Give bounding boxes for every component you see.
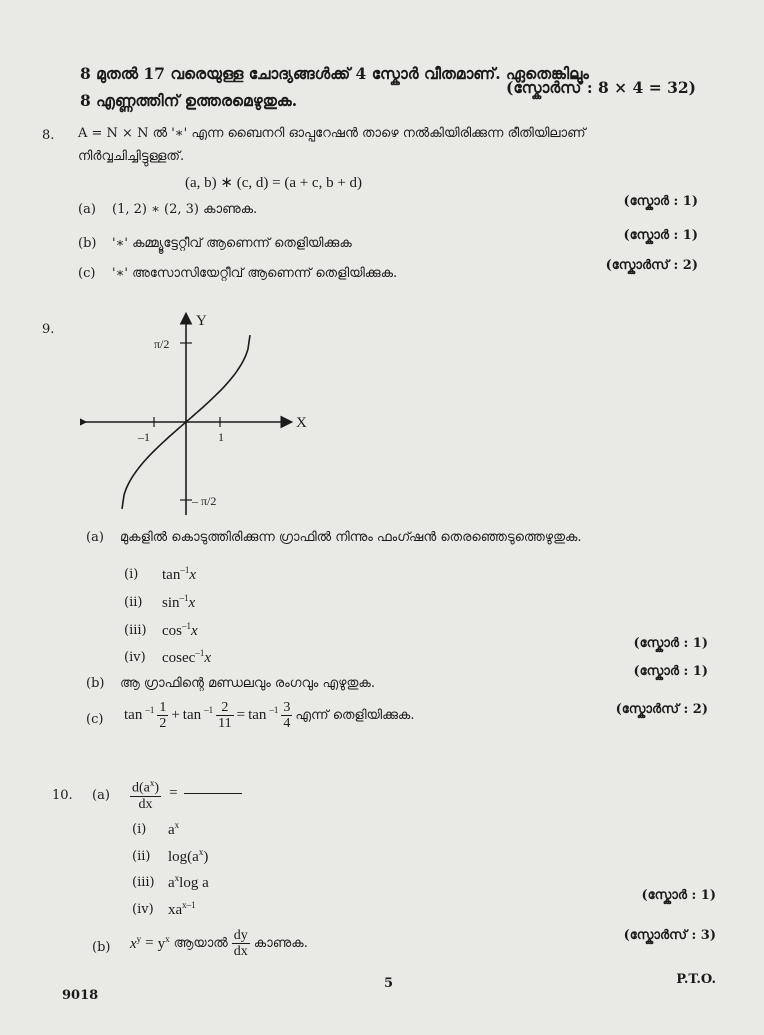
question-9b-score: (സ്കോർ : 1): [633, 664, 708, 679]
y-axis-label: Y: [196, 313, 207, 329]
question-10a-option-iv-label: (iv): [132, 902, 154, 917]
question-9a-option-ii-label: (ii): [124, 595, 143, 610]
question-10a-derivative: $\frac{d(a^x)}{dx}$ =: [130, 776, 242, 812]
fraction-3-4: $\frac{3}{4}$: [283, 700, 291, 731]
question-9a-option-iv: cosec$^{-1}$x: [162, 648, 211, 666]
question-8a-label: (a): [78, 202, 96, 217]
page-turn-over: P.T.O.: [676, 972, 716, 987]
question-8-formula: (a, b) ∗ (c, d) = (a + c, b + d): [185, 175, 363, 191]
question-8-stem-line-1: A = N × N ൽ '∗' എന്ന ബൈനറി ഓപ്പറേഷൻ താഴെ നൽകിയിരിക്കുന്ന രീതിയിലാണ്: [78, 126, 586, 141]
question-9a-score: (സ്കോർ : 1): [633, 636, 708, 651]
question-10a-option-iv: $xa^{x-1}$: [168, 900, 196, 918]
question-9a-text: മുകളിൽ കൊടുത്തിരിക്കുന്ന ഗ്രാഫിൽ നിന്നും ഫംഗ്ഷൻ തെരഞ്ഞെടുത്തെഴുതുക.: [120, 530, 582, 545]
question-9c-equation: tan $^{-1}$ $\frac{1}{2}$ + tan $^{-1}$ $\frac{2}{11}$ = tan $^{-1}$ $\frac{3}{4}$ എന്ന് തെളിയിക്കുക.: [124, 700, 415, 731]
paper-code: 9018: [62, 988, 99, 1003]
question-9a-option-ii: $\sin^{-1}x$: [162, 593, 196, 611]
question-9a-label: (a): [86, 530, 104, 545]
x-axis-label: X: [296, 415, 307, 431]
question-10a-label: (a): [92, 788, 110, 803]
question-10a-option-ii-label: (ii): [132, 849, 151, 864]
instruction-scores: (സ്കോർസ് : 8 × 4 = 32): [505, 78, 696, 97]
question-8a-score: (സ്കോർ : 1): [623, 194, 698, 209]
question-9b-label: (b): [86, 676, 105, 691]
x-tick-label-right: 1: [218, 430, 224, 444]
inverse-sine-graph: [80, 305, 320, 525]
question-10b-equation: $x^y$ = $y^x$ ആയാൽ $\frac{dy}{dx}$ കാണുക.: [130, 928, 308, 959]
question-8b-score: (സ്കോർ : 1): [623, 228, 698, 243]
page-number: 5: [384, 976, 394, 991]
question-9a-option-iii-label: (iii): [124, 623, 147, 638]
derivative-fraction: $\frac{d(a^x)}{dx}$: [132, 778, 160, 812]
question-10a-option-iii: $a^x\log$ a: [168, 873, 209, 891]
question-8c-score: (സ്കോർസ് : 2): [605, 258, 698, 273]
question-9c-score: (സ്കോർസ് : 2): [615, 702, 708, 717]
question-8c-label: (c): [78, 266, 96, 281]
fraction-1-2: $\frac{1}{2}$: [159, 700, 167, 731]
instruction-line-2: 8 എണ്ണത്തിന് ഉത്തരമെഴുതുക.: [80, 91, 298, 110]
question-10-number: 10.: [52, 788, 73, 803]
dy-dx-fraction: $\frac{dy}{dx}$: [233, 928, 248, 959]
x-tick-label-left: –1: [138, 430, 150, 444]
question-8-number: 8.: [42, 128, 55, 143]
y-tick-label-bottom: – π/2: [192, 494, 217, 508]
question-10b-label: (b): [92, 940, 111, 955]
question-10a-option-ii: $\log(a^x)$: [168, 847, 209, 865]
question-10a-option-i-label: (i): [132, 822, 147, 837]
question-9a-option-i: $\tan^{-1}x$: [162, 565, 196, 583]
question-9a-option-iii: $\cos^{-1}x$: [162, 621, 198, 639]
question-9c-label: (c): [86, 712, 104, 727]
question-9a-option-i-label: (i): [124, 567, 139, 582]
question-10a-score: (സ്കോർ : 1): [641, 888, 716, 903]
question-8-stem-line-2: നിർവ്വചിച്ചിട്ടുള്ളത്.: [78, 149, 185, 164]
question-8b-label: (b): [78, 236, 97, 251]
question-10a-option-iii-label: (iii): [132, 875, 155, 890]
question-9a-option-iv-label: (iv): [124, 650, 146, 665]
question-10a-option-i: $a^x$: [168, 820, 180, 838]
question-9b-text: ആ ഗ്രാഫിന്റെ മണ്ഡലവും രംഗവും എഴുതുക.: [120, 676, 375, 691]
fraction-2-11: $\frac{2}{11}$: [218, 700, 232, 731]
question-9-number: 9.: [42, 322, 55, 337]
instruction-line-1: 8 മുതൽ 17 വരെയുള്ള ചോദ്യങ്ങൾക്ക് 4 സ്കോർ വീതമാണ്. ഏതെങ്കിലും: [80, 64, 589, 83]
question-8b-text: '∗' കമ്മ്യൂട്ടേറ്റീവ് ആണെന്ന് തെളിയിക്കുക: [112, 236, 352, 251]
answer-blank: [184, 793, 242, 794]
question-8c-text: '∗' അസോസിയേറ്റീവ് ആണെന്ന് തെളിയിക്കുക.: [112, 266, 398, 281]
question-8a-text: (1, 2) ∗ (2, 3) കാണുക.: [112, 202, 258, 217]
y-tick-label-top: π/2: [154, 337, 170, 351]
question-10b-score: (സ്കോർസ് : 3): [623, 928, 716, 943]
